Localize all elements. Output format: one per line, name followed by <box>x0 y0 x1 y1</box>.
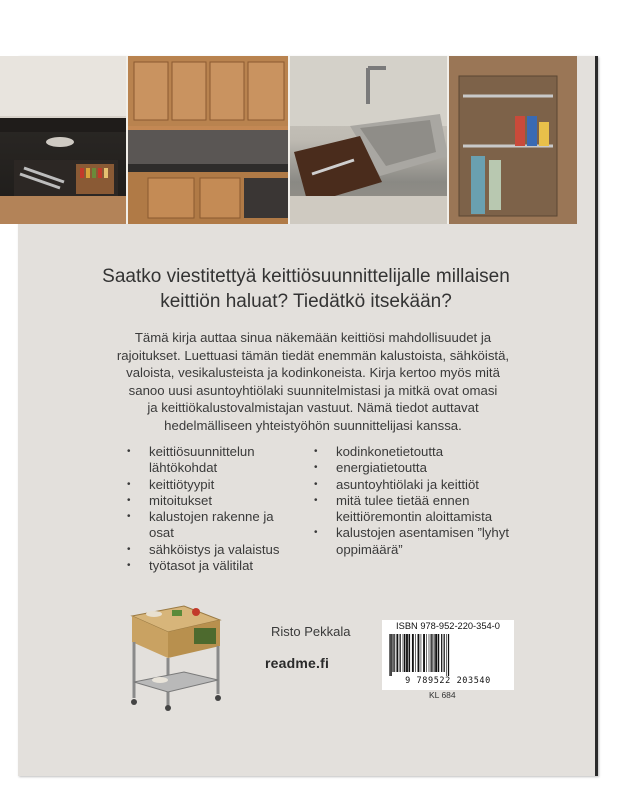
intro-line: rajoitukset. Luettuasi tämän tiedät enemmän kalustoista, sähköistä, <box>116 347 510 363</box>
headline-line-1: Saatko viestitettyä keittiösuunnittelijalle millaisen <box>102 266 510 287</box>
barcode-bar <box>415 634 416 672</box>
drawer-photo <box>0 56 126 224</box>
barcode-bar <box>409 634 411 672</box>
author-name: Risto Pekkala <box>271 624 351 639</box>
barcode-bar <box>438 634 440 672</box>
intro-line: Tämä kirja auttaa sinua näkemään keittiösi mahdollisuudet ja <box>134 330 492 345</box>
barcode-bar <box>400 634 401 672</box>
topic-item: • mitoitukset <box>127 493 297 509</box>
barcode-bar <box>423 634 425 672</box>
kitchen-cart-image <box>124 594 224 712</box>
barcode-bar <box>446 634 447 676</box>
barcode-panel <box>382 620 514 690</box>
barcode-bar <box>390 634 392 676</box>
sink-photo <box>288 56 448 224</box>
pantry-photo <box>447 56 577 224</box>
barcode-bar <box>412 634 414 672</box>
sink-illustration <box>290 56 448 224</box>
kitchen-photo-strip <box>0 56 577 224</box>
barcode-bar <box>406 634 408 672</box>
topic-item: • kalustojen rakenne ja osat <box>127 509 297 542</box>
topics-list-left <box>127 444 297 574</box>
pantry-illustration <box>449 56 577 224</box>
barcode-bar <box>389 634 390 676</box>
topic-item: • keittiösuunnittelun lähtökohdat <box>127 444 297 477</box>
barcode-bar <box>404 634 406 672</box>
barcode-bar <box>396 634 398 672</box>
barcode-bar <box>434 634 435 672</box>
cabinets-illustration <box>128 56 288 224</box>
barcode-bar <box>444 634 445 672</box>
intro-line: ja keittiökalustovalmistajan vastuut. Nämä tiedot auttavat <box>147 400 479 416</box>
intro-line: hedelmälliseen yhteistyöhön suunnittelijasi kanssa. <box>164 417 462 433</box>
topic-item: • asuntoyhtiölaki ja keittiöt <box>314 477 524 493</box>
barcode-bar <box>394 634 395 672</box>
barcode-bar <box>448 634 449 676</box>
topic-item: • sähköistys ja valaistus <box>127 542 297 558</box>
barcode-bar <box>432 634 433 672</box>
barcode-bar <box>403 634 404 672</box>
kitchen-cabinets-photo <box>126 56 288 224</box>
barcode-bar <box>431 634 432 672</box>
ean-number: 9 789522 203540 <box>405 676 491 686</box>
library-class-code: KL 684 <box>429 690 456 700</box>
barcode-bar <box>441 634 442 672</box>
intro-line: valoista, vesikalusteista ja kodinkoneista. Kirja kertoo myös mitä <box>126 365 500 381</box>
topic-item: • mitä tulee tietää ennen keittiöremontin aloittamista <box>314 493 524 526</box>
headline-line-2: keittiön haluat? Tiedätkö itsekään? <box>160 291 452 312</box>
topic-item: • kodinkonetietoutta <box>314 444 524 460</box>
headline <box>36 264 576 314</box>
drawer-illustration <box>0 56 126 224</box>
isbn-number: ISBN 978-952-220-354-0 <box>396 621 500 631</box>
barcode-bar <box>418 634 420 672</box>
barcode-bar <box>429 634 430 672</box>
barcode-bar <box>426 634 427 672</box>
topic-item: • energiatietoutta <box>314 460 524 476</box>
barcode-bars <box>389 634 507 676</box>
topics-list-right <box>314 444 524 558</box>
intro-paragraph <box>112 329 514 435</box>
topic-item: • työtasot ja välitilat <box>127 558 297 574</box>
topic-item: • keittiötyypit <box>127 477 297 493</box>
barcode-bar <box>435 634 437 672</box>
barcode-bar <box>392 634 393 672</box>
intro-line: sanoo uusi asuntoyhtiölaki suunnitelmistasi ja mitkä ovat omasi <box>128 382 498 398</box>
barcode-bar <box>421 634 422 672</box>
topic-item: • kalustojen asentamisen ”lyhyt oppimäärä” <box>314 525 524 558</box>
publisher-logo: readme.fi <box>265 655 330 671</box>
